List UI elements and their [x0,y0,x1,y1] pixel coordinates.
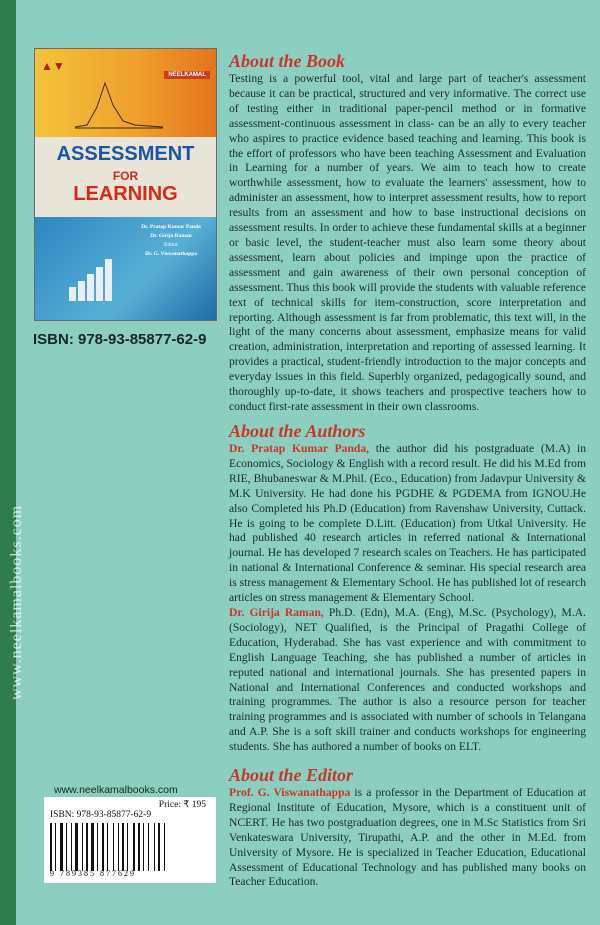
editor-bio: Prof. G. Viswanathappa is a professor in the Department of Education at Regional Institute of Education, Mysore, which is a constituent unit of NCERT. He has two postgraduation degrees, one in M.Sc Statistics from Sri Venkateswara University, Tirupathi, A.P. and the other in M.Ed. from University of Mysore. He is specialized in Teacher Education, Educational Assessment of Educational Technology and has published many books on Teacher Education. [229,786,586,889]
isbn-label: ISBN: 978-93-85877-62-9 [33,331,207,348]
cover-authors: Dr. Pratap Kumar Panda Dr. Girija Raman Editor Dr. G. Viswanathappa [141,224,201,257]
author1-bio: Dr. Pratap Kumar Panda, the author did his postgraduate (M.A) in Economics, Sociology & English with a record result. He did his M.Ed from RIE, Bhubaneswar & M.Phil. (Eco., Education) from Jadavpur University & M.K University. He had done his PGDHE & PGDEMA from IGNOU.He also Completed his Ph.D (Education) from Ravenshaw University, Cuttack. He is going to be complete D.Litt. (Education) from Utkal University. He had published 40 research articles in referred national & International journal. He has developed 7 research scales on Teachers. He has participated in national & International Conference & seminar. His special research area is stress management & Elementary School. He has published lot of research articles on stress management & Elementary School. [229,442,586,605]
watermark: www.neelkamalbooks.com [8,504,25,700]
cover-curve-graphic [75,77,165,132]
cover-publisher: NEELKAMAL [164,71,210,79]
barcode-digits: 9 789385 877629 [50,869,136,878]
barcode-panel [44,797,216,883]
about-authors-section [229,420,586,755]
about-authors-heading: About the Authors [229,421,366,441]
editor-name: Prof. G. Viswanathappa [229,786,351,799]
barcode-isbn: ISBN: 978-93-85877-62-9 [50,810,152,820]
about-editor-heading: About the Editor [229,765,354,785]
website-url: www.neelkamalbooks.com [54,784,178,796]
author2-name: Dr. Girija Raman, [229,605,324,619]
cover-title-line3: LEARNING [73,183,178,205]
author1-name: Dr. Pratap Kumar Panda, [229,442,370,455]
cover-bar-graphic [69,259,114,301]
publisher-logo-icon: ▲▼ [41,59,65,73]
cover-title-line2: FOR [112,169,139,183]
cover-title-line1: ASSESSMENT [56,143,195,165]
barcode-icon [50,823,168,871]
cover-photo [35,217,216,321]
author2-bio: Dr. Girija Raman, Ph.D. (Edn), M.A. (Eng), M.Sc. (Psychology), M.A. (Sociology), NET Qualified, is the Principal of Pragathi College of Education, Hyderabad. She has vast experience and with commitment to English Language Teaching, she has published a number of articles in reputed national and international journals. She has presented papers in National and International Conferences and conducted workshops and training programmes. The author is also a resource person for teacher training programmes and is associated with number of schools in Telangana and A.P. She is a soft skill trainer and conducts workshops for engineering students. She has authored a number of books on ELT. [229,605,586,754]
about-book-text: Testing is a powerful tool, vital and large part of teacher's assessment because it can be practical, structured and very informative. The correct use of testing either in traditional paper-pencil method or in formative assessment-continuous assessment in class- can be an ally to every teacher who aspires to practice evidence based teaching and learning. This book is the effort of professors who have been teaching Assessment and Evaluation in Learning for a number of years. We aim to teach how to create worthwhile assessment, how to evaluate the learners' assessment, how to administer an assessment, how to interpret assessment results, how to report results from an assessment and how to base instructional decisions on assessment results. In order to achieve these fundamental skills at a beginner or basic level, the student-teacher must also learn some theory about assessment, learn about policies and impinge upon the practice of assessment and gain awareness of their own personal conception of assessment. Thus this book will provide the students with valuable reference text of technical skills for item-construction, score interpretation and reporting. Although assessment is far from problematic, this text will, in the light of the many concerns about assessment, emphasize means for valid creation, administration, interpretation and reporting of assessed learning. It provides a practical, student-friendly introduction to the major concepts and everyday issues in this field. Superbly organized, pedagogically sound, and thoroughly up-to-date, it shows teachers and prospective teachers how to conduct first-rate assessment in their own classrooms. [229,72,586,413]
price-label: Price: ₹ 195 [158,800,206,810]
about-book-section [229,50,586,415]
about-editor-section [229,764,586,890]
front-cover-thumbnail [34,48,217,321]
about-book-heading: About the Book [229,51,346,71]
